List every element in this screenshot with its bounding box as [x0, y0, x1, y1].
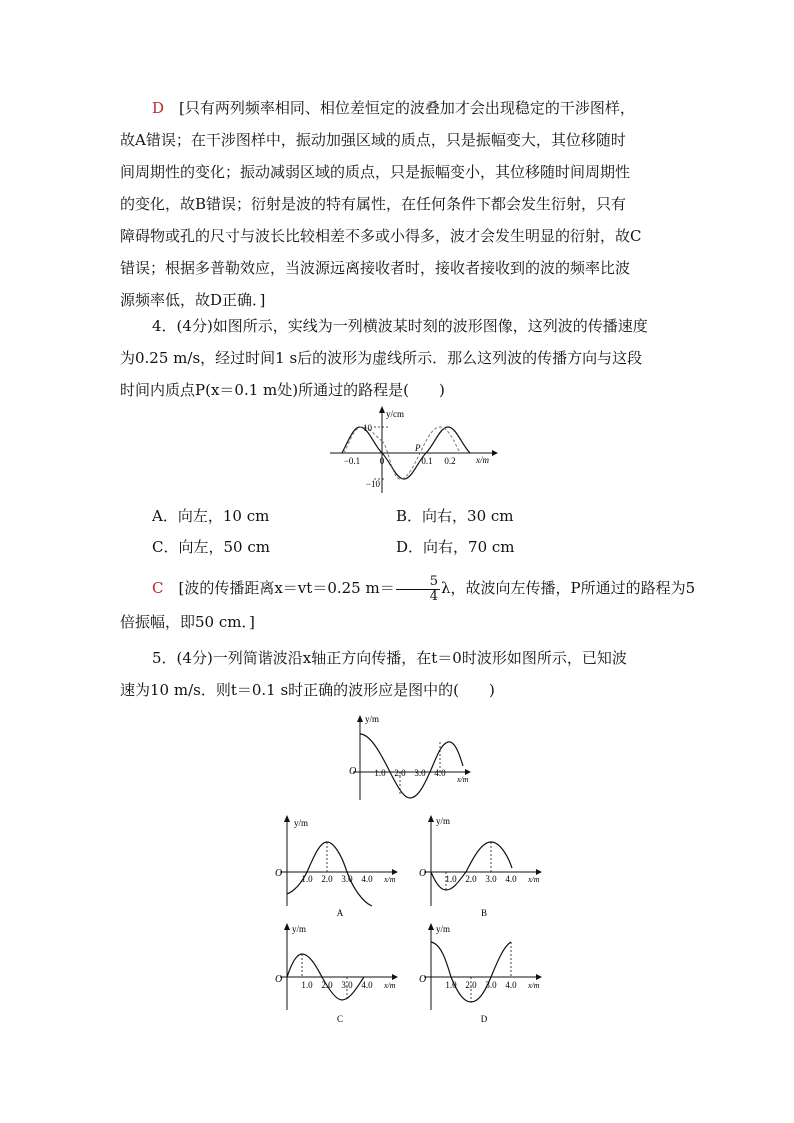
- q5-b-origin: O: [419, 868, 427, 879]
- q5-main-x-tick-3: 3.0: [414, 768, 426, 778]
- q5-a-label: A: [336, 908, 344, 918]
- q5-main-x-label: x/m: [457, 775, 469, 784]
- q4-option-a[interactable]: A．向左，10 cm: [152, 507, 270, 525]
- q3-answer-line-7: 源频率低，故D正确．]: [120, 291, 266, 309]
- q5-d-x-label: x/m: [528, 981, 540, 990]
- q5-c-x-tick-4: 4.0: [361, 980, 373, 990]
- q4-stem: [120, 310, 680, 406]
- q5-a-x-tick-1: 1.0: [301, 874, 313, 884]
- q4-option-d[interactable]: D．向右，70 cm: [396, 538, 515, 556]
- q3-answer-line-1: D [只有两列频率相同、相位差恒定的波叠加才会出现稳定的干涉图样，: [152, 99, 635, 117]
- q3-answer-block: [120, 92, 680, 316]
- q5-a-x-tick-2: 2.0: [321, 874, 333, 884]
- q5-choice-b-figure[interactable]: [416, 812, 551, 922]
- q4-answer-letter: C: [152, 579, 164, 597]
- q5-c-origin: O: [275, 974, 283, 985]
- q5-a-x-label: x/m: [384, 875, 396, 884]
- q4-y-tick-top: 10: [363, 423, 372, 433]
- q4-answer-block: [120, 570, 696, 638]
- q5-d-x-tick-4: 4.0: [505, 980, 517, 990]
- q5-a-x-tick-3: 3.0: [341, 874, 353, 884]
- q5-stem-line-2: 速为10 m/s．则t＝0.1 s时正确的波形应是图中的( ): [120, 681, 495, 699]
- q3-answer-letter: D: [152, 99, 165, 117]
- q5-main-x-tick-4: 4.0: [434, 768, 446, 778]
- q5-d-origin: O: [419, 974, 427, 985]
- q5-main-x-tick-2: 2.0: [394, 768, 406, 778]
- q4-x-label: x/m: [476, 455, 489, 465]
- q5-b-label: B: [480, 908, 488, 918]
- q4-answer-line-1: C [波的传播距离x＝vt＝0.25 m＝ $\frac{5}{4}$ λ，故波向左传播，P所通过的路程为5: [152, 573, 696, 604]
- q5-a-x-tick-4: 4.0: [361, 874, 373, 884]
- q3-answer-line-6: 错误；根据多普勒效应，当波源远离接收者时，接收者接收到的波的频率比波: [120, 259, 631, 277]
- q3-answer-line-5: 障碍物或孔的尺寸与波长比较相差不多或小得多，波才会发生明显的衍射，故C: [120, 227, 642, 245]
- q5-main-x-tick-1: 1.0: [374, 768, 386, 778]
- q4-stem-line-1: 4．(4分)如图所示，实线为一列横波某时刻的波形图像，这列波的传播速度: [152, 317, 648, 335]
- q5-d-x-tick-2: 2.0: [465, 980, 477, 990]
- q3-answer-line-2: 故A错误；在干涉图样中，振动加强区域的质点，只是振幅变大，其位移随时: [120, 131, 626, 149]
- q5-d-label: D: [480, 1014, 488, 1024]
- q5-d-x-tick-3: 3.0: [485, 980, 497, 990]
- q5-c-y-label: y/m: [292, 924, 307, 934]
- q4-y-label: y/cm: [386, 409, 404, 419]
- q4-option-b[interactable]: B．向右，30 cm: [396, 507, 514, 525]
- q4-point-p-label: P: [415, 443, 421, 453]
- q4-stem-line-3: 时间内质点P(x＝0.1 m处)所通过的路程是( ): [120, 381, 445, 399]
- q5-main-figure: [345, 712, 480, 802]
- q3-answer-line-4: 的变化，故B错误；衍射是波的特有属性，在任何条件下都会发生衍射，只有: [120, 195, 627, 213]
- q5-d-x-tick-1: 1.0: [445, 980, 457, 990]
- q5-choice-c-figure[interactable]: [272, 922, 407, 1027]
- q5-a-origin: O: [275, 868, 283, 879]
- q4-answer-line-2: 倍振幅，即50 cm．]: [120, 613, 255, 631]
- q5-b-x-label: x/m: [528, 875, 540, 884]
- q5-choice-d-figure[interactable]: [416, 922, 551, 1027]
- q5-a-y-label: y/m: [294, 818, 309, 828]
- q4-option-c[interactable]: C．向左，50 cm: [152, 538, 270, 556]
- q4-x-tick-01: 0.1: [421, 456, 433, 466]
- q5-d-y-label: y/m: [436, 924, 451, 934]
- q5-main-origin: O: [349, 766, 357, 777]
- q5-b-x-tick-1: 1.0: [445, 874, 457, 884]
- q4-stem-line-2: 为0.25 m/s，经过时间1 s后的波形为虚线所示．那么这列波的传播方向与这段: [120, 349, 643, 367]
- q5-c-x-tick-3: 3.0: [341, 980, 353, 990]
- q5-b-x-tick-2: 2.0: [465, 874, 477, 884]
- q5-main-y-label: y/m: [365, 714, 380, 724]
- q5-c-label: C: [336, 1014, 344, 1024]
- q5-c-x-tick-2: 2.0: [321, 980, 333, 990]
- q5-stem: [120, 642, 680, 706]
- q5-b-y-label: y/m: [436, 816, 451, 826]
- q4-x-tick-0: 0: [379, 456, 385, 466]
- q5-b-x-tick-3: 3.0: [485, 874, 497, 884]
- q5-choice-a-figure[interactable]: [272, 812, 407, 922]
- q5-stem-line-1: 5．(4分)一列简谐波沿x轴正方向传播，在t＝0时波形如图所示，已知波: [152, 649, 627, 667]
- q5-b-x-tick-4: 4.0: [505, 874, 517, 884]
- q5-c-x-tick-1: 1.0: [301, 980, 313, 990]
- q4-answer-fraction: $\frac{5}{4}$: [396, 575, 440, 604]
- q4-x-tick-neg01: −0.1: [343, 456, 361, 466]
- q4-x-tick-02: 0.2: [444, 456, 456, 466]
- q5-c-x-label: x/m: [384, 981, 396, 990]
- q3-answer-line-3: 间周期性的变化；振动减弱区域的质点，只是振幅变小，其位移随时间周期性: [120, 163, 631, 181]
- q4-y-tick-bottom: −10: [365, 479, 380, 489]
- q4-wave-figure: [330, 405, 500, 495]
